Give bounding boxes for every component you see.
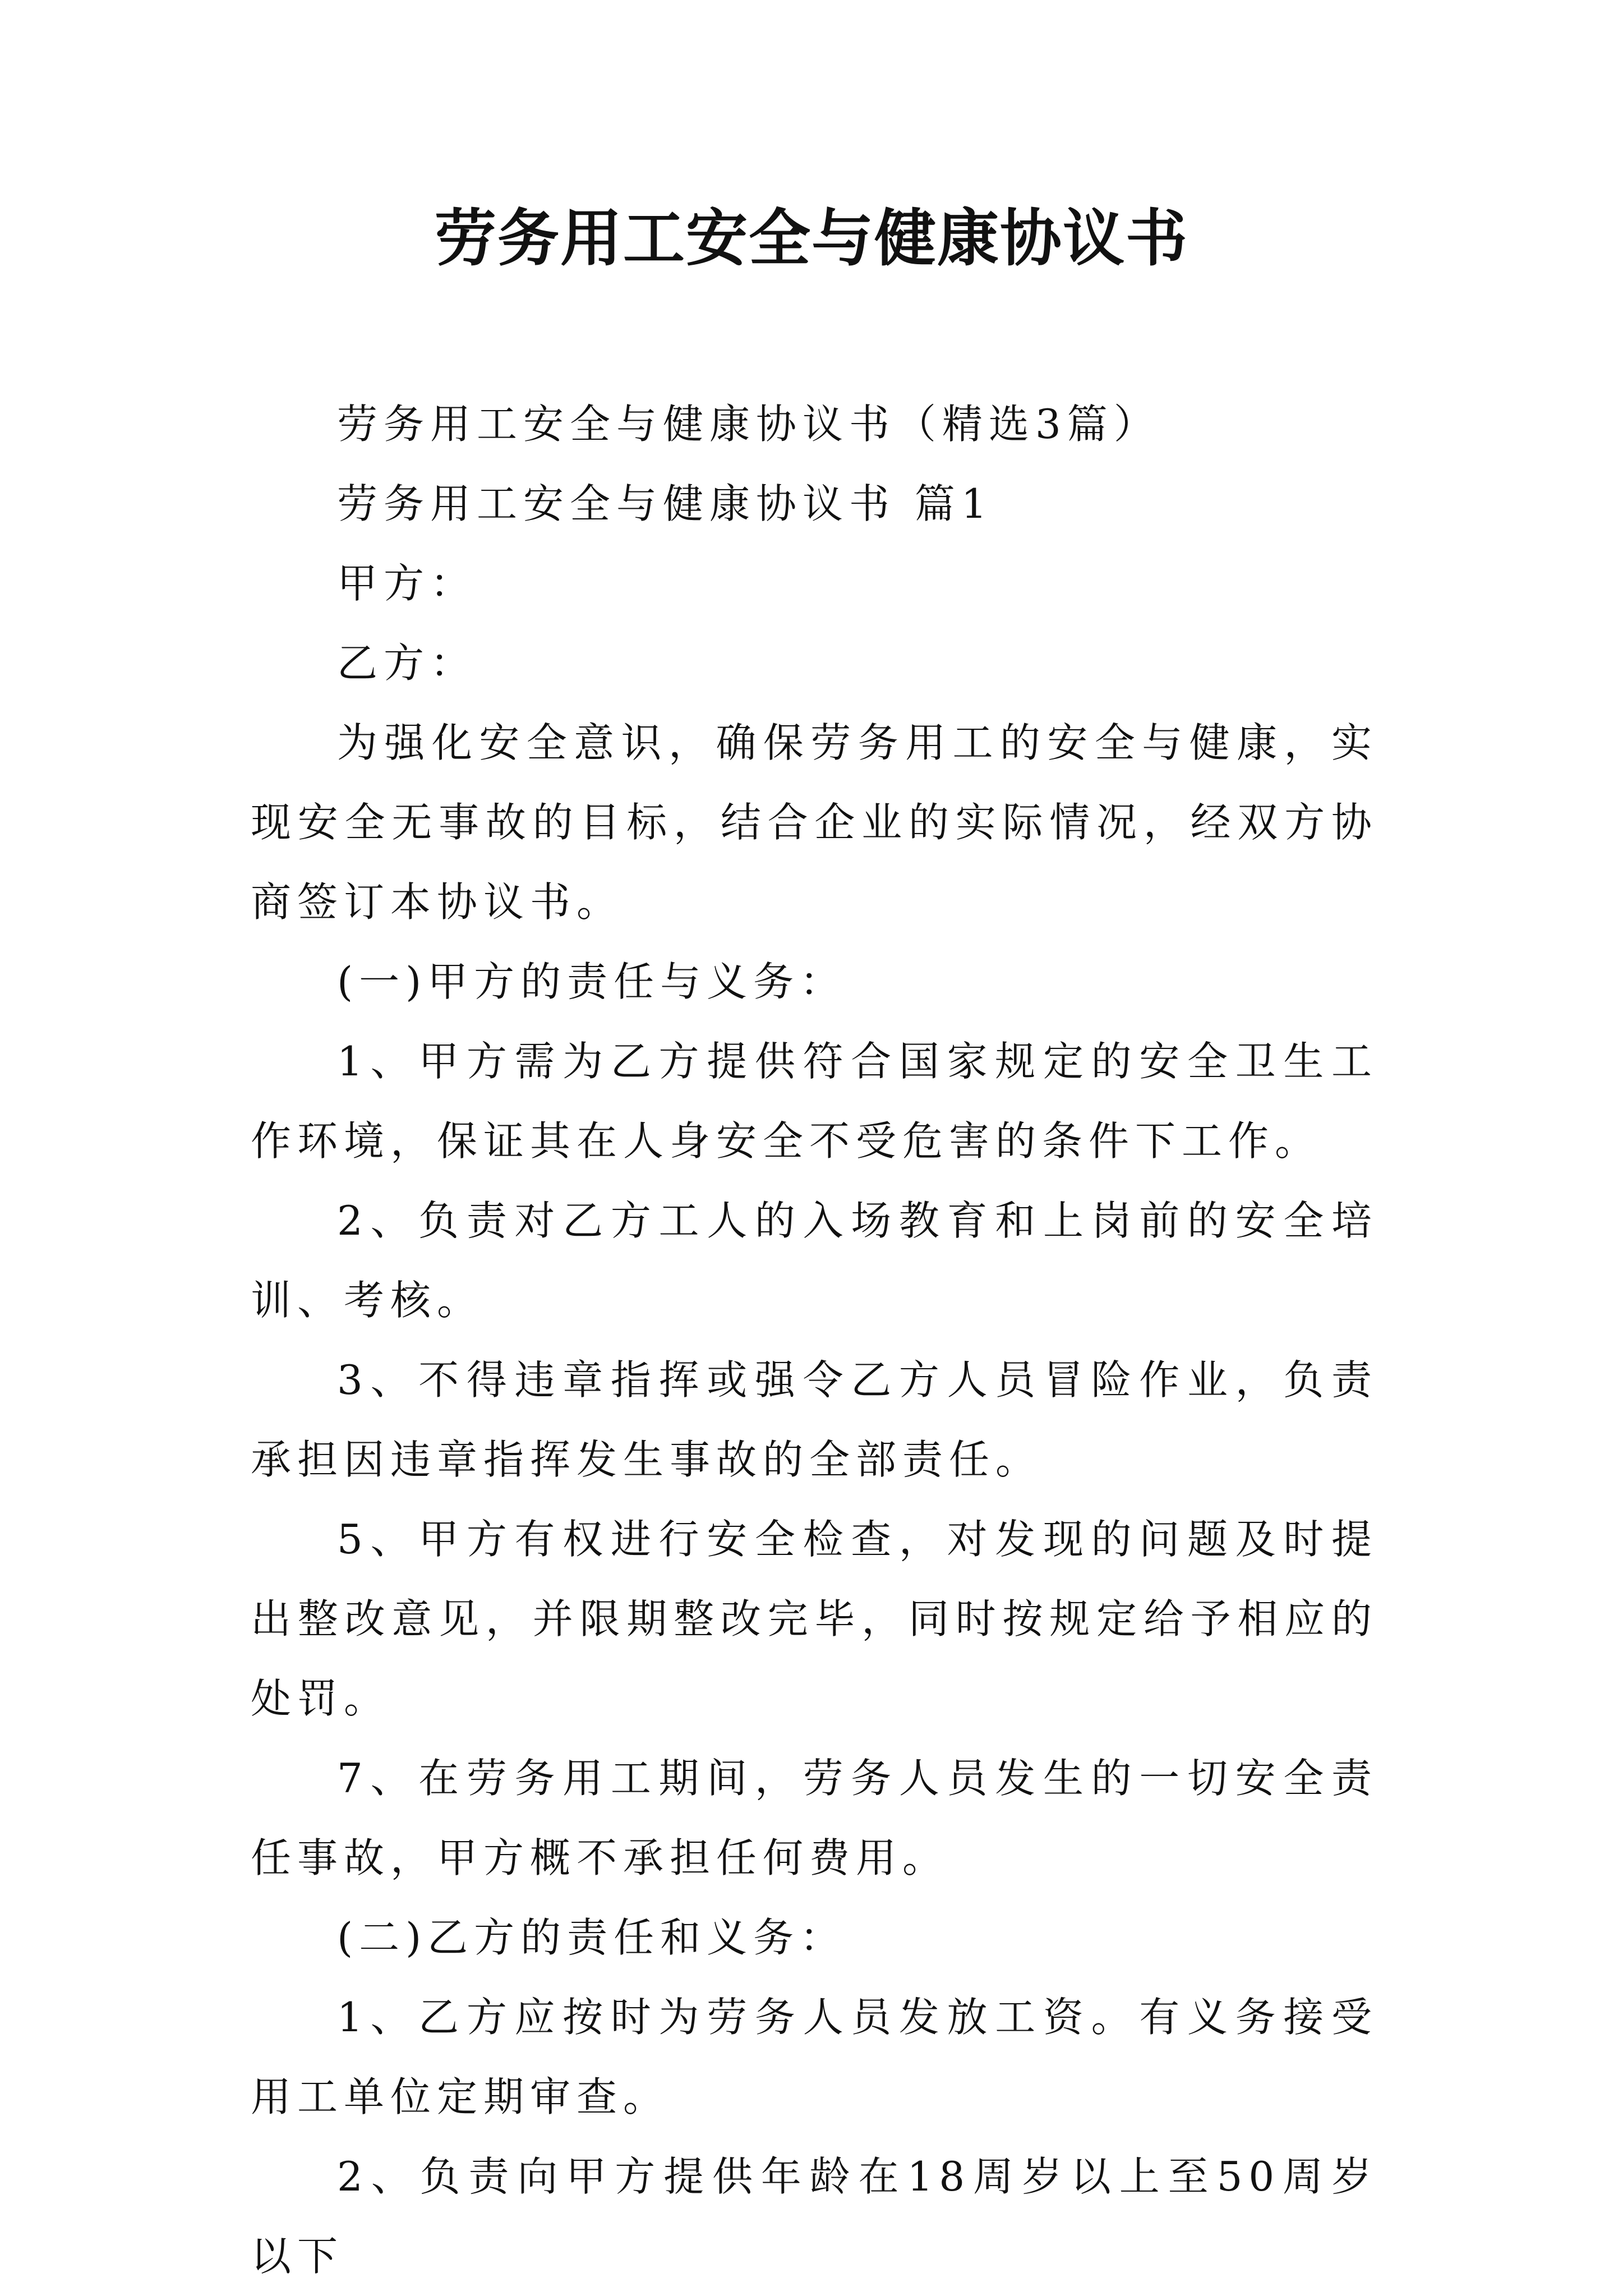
- document-body: [251, 384, 1378, 2296]
- paragraph: 为强化安全意识，确保劳务用工的安全与健康，实现安全无事故的目标，结合企业的实际情况，经双方协商签订本协议书。: [251, 719, 1378, 926]
- paragraph: 劳务用工安全与健康协议书 篇1: [337, 480, 993, 527]
- paragraph: 3、不得违章指挥或强令乙方人员冒险作业，负责承担因违章指挥发生事故的全部责任。: [251, 1356, 1378, 1483]
- paragraph: 甲方：: [337, 560, 477, 607]
- paragraph: 5、甲方有权进行安全检查，对发现的问题及时提出整改意见，并限期整改完毕，同时按规定给予相应的处罚。: [251, 1516, 1378, 1722]
- paragraph: 劳务用工安全与健康协议书（精选3篇）: [337, 401, 1160, 448]
- paragraph: 2、负责对乙方工人的入场教育和上岗前的安全培训、考核。: [251, 1197, 1378, 1324]
- paragraph: 2、负责向甲方提供年龄在18周岁以上至50周岁以下: [251, 2153, 1378, 2280]
- paragraph: 1、乙方应按时为劳务人员发放工资。有义务接受用工单位定期审查。: [251, 1994, 1378, 2120]
- paragraph: (二)乙方的责任和义务：: [337, 1914, 847, 1961]
- paragraph: 1、甲方需为乙方提供符合国家规定的安全卫生工作环境，保证其在人身安全不受危害的条件下工作。: [251, 1038, 1378, 1165]
- paragraph: 7、在劳务用工期间，劳务人员发生的一切安全责任事故，甲方概不承担任何费用。: [251, 1755, 1378, 1881]
- paragraph: (一)甲方的责任与义务：: [337, 958, 847, 1005]
- document-title: 劳务用工安全与健康协议书: [435, 202, 1188, 274]
- paragraph: 乙方：: [337, 639, 477, 687]
